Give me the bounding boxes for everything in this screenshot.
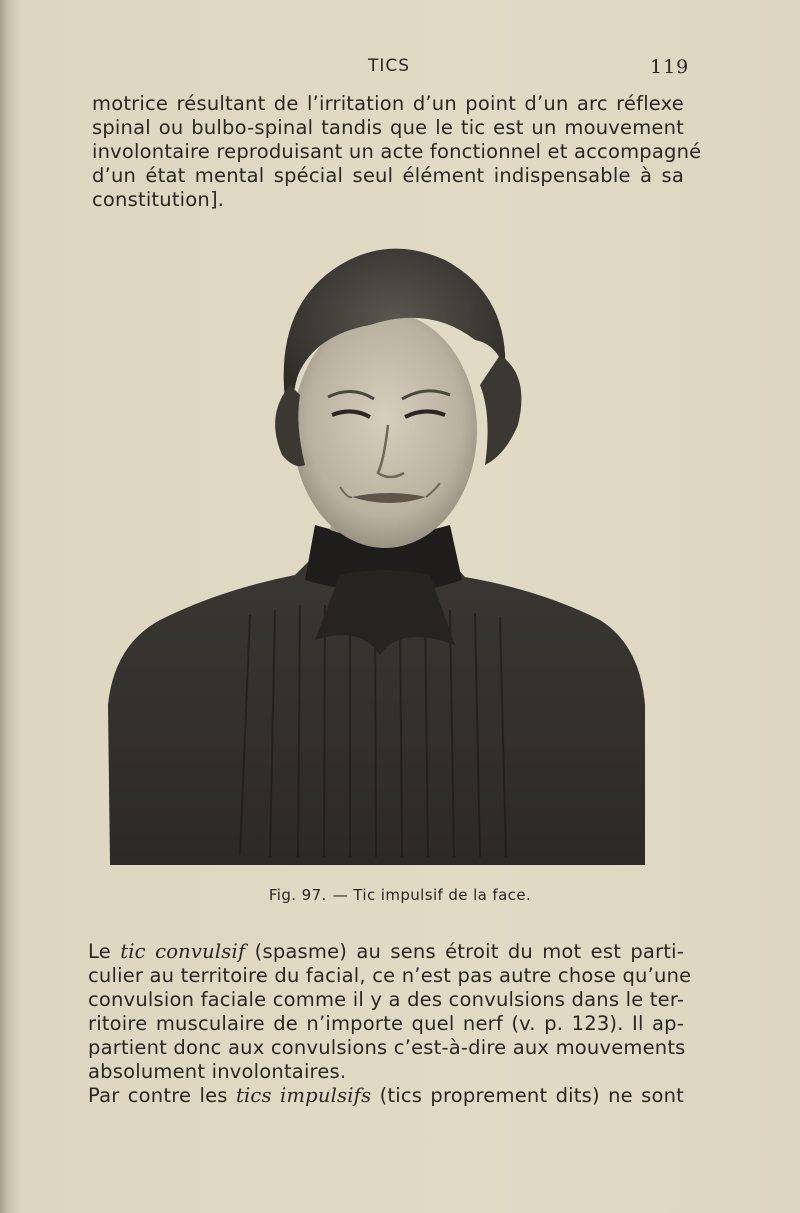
text-line: partient donc aux convulsions c’est-à-dire aux mouvements	[88, 1036, 686, 1059]
bottom-paragraph	[88, 940, 692, 1108]
text-line: convulsion faciale comme il y a des convulsions dans le ter-	[88, 988, 685, 1011]
text-fragment: Par contre les	[88, 1084, 236, 1107]
text-line	[88, 940, 684, 964]
portrait-illustration	[100, 225, 660, 875]
italic-term: tic convulsif	[120, 940, 246, 963]
text-line: ritoire musculaire de n’importe quel nerf (v. p. 123). Il ap-	[88, 1012, 684, 1035]
text-line: d’un état mental spécial seul élément indispensable à sa	[92, 164, 684, 187]
text-line: spinal ou bulbo-spinal tandis que le tic est un mouvement	[92, 116, 684, 139]
text-fragment: (spasme) au sens étroit du mot est parti-	[245, 940, 684, 963]
italic-term: tics impulsifs	[235, 1084, 372, 1107]
figure-caption-text: — Tic impulsif de la face.	[332, 886, 532, 904]
running-title: TICS	[368, 56, 411, 76]
text-fragment: (tics proprement dits) ne sont	[371, 1084, 685, 1107]
page-header	[0, 56, 800, 82]
figure-label: Fig. 97.	[268, 886, 327, 904]
text-fragment: Le	[88, 940, 121, 963]
text-line	[88, 1084, 684, 1108]
text-line: constitution].	[92, 188, 225, 211]
figure-caption	[0, 886, 800, 904]
text-line: culier au territoire du facial, ce n’est pas autre chose qu’une	[88, 964, 692, 987]
text-line: motrice résultant de l’irritation d’un point d’un arc réflexe	[92, 92, 684, 115]
page-number: 119	[650, 56, 690, 78]
text-line: involontaire reproduisant un acte fonctionnel et accompagné	[92, 140, 702, 163]
top-paragraph	[92, 92, 702, 212]
text-line: absolument involontaires.	[88, 1060, 347, 1083]
